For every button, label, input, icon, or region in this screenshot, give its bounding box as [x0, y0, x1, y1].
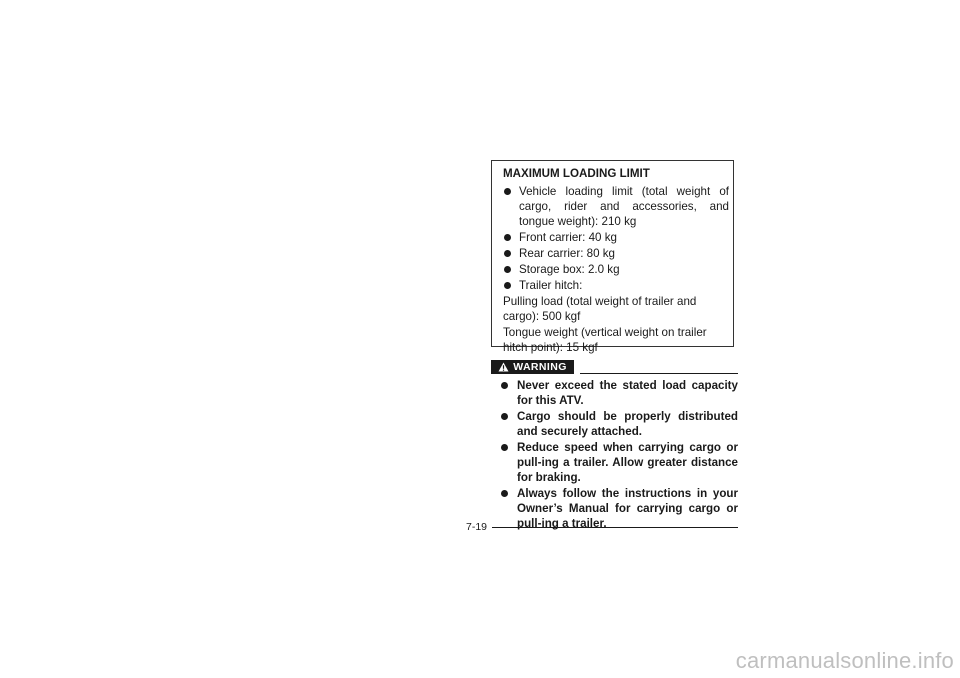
bullet-icon	[504, 282, 511, 289]
bullet-icon	[504, 250, 511, 257]
warning-item-load-capacity: Never exceed the stated load capacity for this ATV.	[499, 378, 738, 408]
warning-item-cargo: Cargo should be properly distributed and securely attached.	[499, 409, 738, 439]
page-number: 7-19	[466, 521, 488, 533]
tongue-weight-note: Tongue weight (vertical weight on trailer hitch point): 15 kgf	[503, 326, 707, 354]
bullet-icon	[501, 382, 508, 389]
warning-label: WARNING	[513, 361, 567, 373]
spec-item-front-carrier: Front carrier: 40 kg	[503, 230, 733, 245]
bullet-icon	[504, 188, 511, 195]
bullet-icon	[501, 444, 508, 451]
loading-limit-box	[491, 160, 734, 354]
bullet-icon	[501, 490, 508, 497]
loading-limit-list	[503, 184, 733, 293]
warning-rule	[580, 373, 738, 374]
site-watermark[interactable]: carmanualsonline.info	[735, 648, 954, 673]
loading-limit-title: MAXIMUM LOADING LIMIT	[503, 167, 650, 180]
bullet-icon	[501, 413, 508, 420]
spec-item-vehicle: Vehicle loading limit (total weight of cargo, rider and accessories, and tongue weight): 210 kg	[503, 184, 733, 229]
warning-item-speed: Reduce speed when carrying cargo or pull-ing a trailer. Allow greater distance for braking.	[499, 440, 738, 485]
pulling-load-note: Pulling load (total weight of trailer and cargo): 500 kgf	[503, 295, 697, 323]
spec-item-storage-box: Storage box: 2.0 kg	[503, 262, 733, 277]
spec-item-rear-carrier: Rear carrier: 80 kg	[503, 246, 733, 261]
warning-item-instructions: Always follow the instructions in your Owner’s Manual for carrying cargo or pull-ing a trailer.	[499, 486, 738, 531]
warning-badge	[491, 360, 574, 374]
bullet-icon	[504, 266, 511, 273]
warning-header	[491, 360, 738, 375]
warning-triangle-icon	[498, 362, 509, 372]
bullet-icon	[504, 234, 511, 241]
warning-list	[499, 378, 738, 532]
spec-item-trailer-hitch: Trailer hitch:	[503, 278, 733, 293]
page-footer-rule	[492, 527, 738, 528]
